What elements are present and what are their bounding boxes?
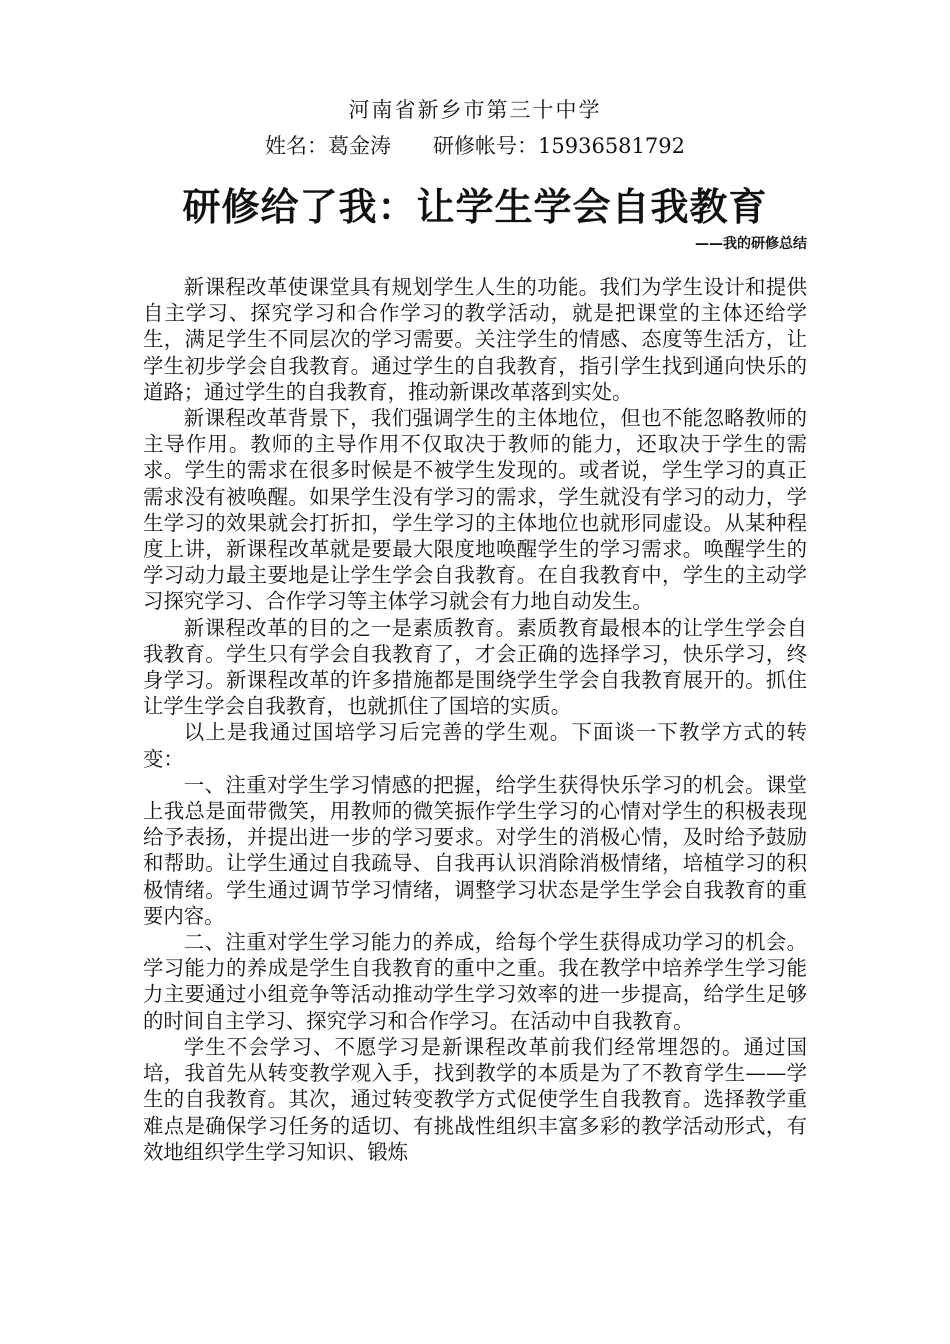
document-title: 研修给了我：让学生学会自我教育	[182, 185, 768, 229]
paragraph: 新课程改革的目的之一是素质教育。素质教育最根本的让学生学会自我教育。学生只有学会自我教育了，才会正确的选择学习，快乐学习，终身学习。新课程改革的许多措施都是围绕学生学会自我教育展开的。抓住让学生学会自我教育，也就抓住了国培的实质。	[143, 615, 807, 719]
document-page	[143, 92, 807, 1165]
paragraph: 一、注重对学生学习情感的把握，给学生获得快乐学习的机会。课堂上我总是面带微笑，用教师的微笑振作学生学习的心情对学生的积极表现给予表扬，并提出进一步的学习要求。对学生的消极心情，及时给予鼓励和帮助。让学生通过自我疏导、自我再认识消除消极情绪，培植学习的积极情绪。学生通过调节学习情绪，调整学习状态是学生学会自我教育的重要内容。	[143, 772, 807, 928]
paragraph: 学生不会学习、不愿学习是新课程改革前我们经常埋怨的。通过国培，我首先从转变教学观入手，找到教学的本质是为了不教育学生——学生的自我教育。其次，通过转变教学方式促使学生自我教育。选择教学重难点是确保学习任务的适切、有挑战性组织丰富多彩的教学活动形式，有效地组织学生学习知识、锻炼	[143, 1034, 807, 1164]
author-info: 姓名：葛金涛 研修帐号：15936581792	[265, 134, 685, 158]
document-body	[143, 274, 807, 1165]
paragraph: 新课程改革背景下，我们强调学生的主体地位，但也不能忽略教师的主导作用。教师的主导作用不仅取决于教师的能力，还取决于学生的需求。学生的需求在很多时候是不被学生发现的。或者说，学生学习的真正需求没有被唤醒。如果学生没有学习的需求，学生就没有学习的动力，学生学习的效果就会打折扣，学生学习的主体地位也就形同虚设。从某种程度上讲，新课程改革就是要最大限度地唤醒学生的学习需求。唤醒学生的学习动力最主要地是让学生学会自我教育。在自我教育中，学生的主动学习探究学习、合作学习等主体学习就会有力地自动发生。	[143, 406, 807, 614]
paragraph: 新课程改革使课堂具有规划学生人生的功能。我们为学生设计和提供自主学习、探究学习和合作学习的教学活动，就是把课堂的主体还给学生，满足学生不同层次的学习需要。关注学生的情感、态度等生活方，让学生初步学会自我教育。通过学生的自我教育，指引学生找到通向快乐的道路；通过学生的自我教育，推动新课改革落到实处。	[143, 275, 807, 404]
paragraph: 二、注重对学生学习能力的养成，给每个学生获得成功学习的机会。学习能力的养成是学生自我教育的重中之重。我在教学中培养学生学习能力主要通过小组竞争等活动推动学生学习效率的进一步提高，给学生足够的时间自主学习、探究学习和合作学习。在活动中自我教育。	[143, 930, 807, 1033]
document-subtitle: ——我的研修总结	[695, 236, 807, 252]
school-name: 河南省新乡市第三十中学	[348, 98, 602, 122]
paragraph: 以上是我通过国培学习后完善的学生观。下面谈一下教学方式的转变：	[143, 720, 807, 771]
